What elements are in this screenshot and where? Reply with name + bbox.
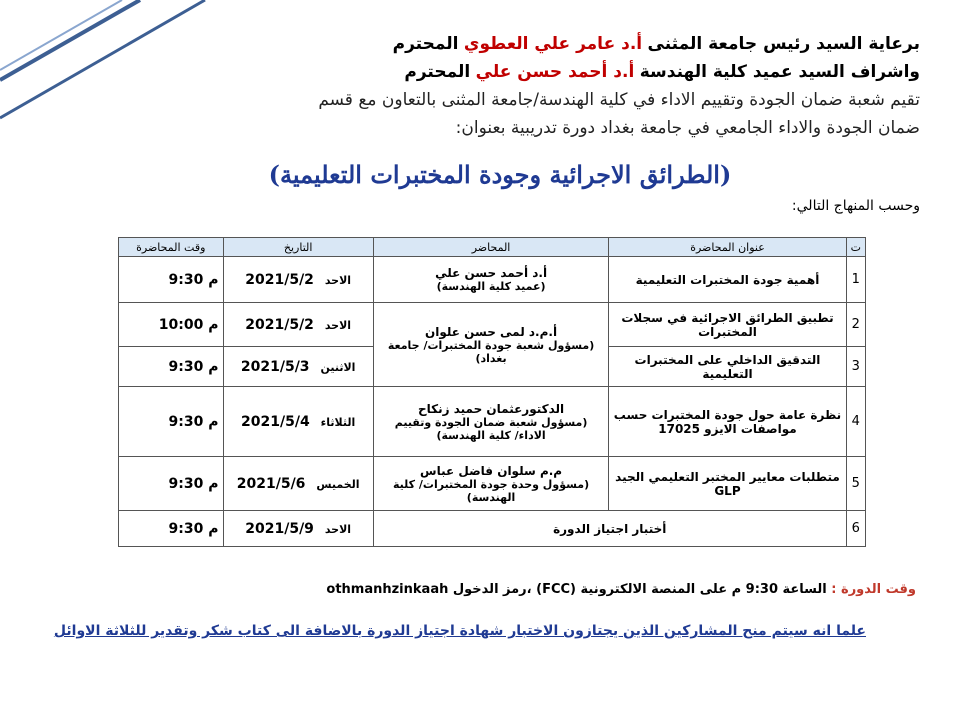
time-cell: م 9:30 (119, 387, 224, 457)
date-cell: الاحد 2021/5/2 (223, 303, 373, 347)
header-num: ت (846, 238, 865, 257)
header-time: وقت المحاضرة (119, 238, 224, 257)
table-row: 4 نظرة عامة حول جودة المختبرات حسب مواصفات الايزو 17025 الدكتورعثمان حميد زنكاح (مسؤول شعبة ضمان الجودة وتقييم الاداء/ كلية الهندسة) الثلاثاء 2021/5/4 م 9:30 (119, 387, 866, 457)
header-date: التاريخ (223, 238, 373, 257)
time-cell: م 9:30 (119, 511, 224, 547)
lecture-title: أختبار اجتياز الدورة (373, 511, 846, 547)
dean-name: أ.د أحمد حسن علي (475, 62, 635, 82)
access-code: othmanhzinkaah (326, 582, 449, 597)
table-row: 1 أهمية جودة المختبرات التعليمية أ.د أحمد حسن علي (عميد كلية الهندسة) الاحد 2021/5/2 م 9:30 (119, 257, 866, 303)
table-row: 2 تطبيق الطرائق الاجرائية في سجلات المختبرات أ.م.د لمى حسن علوان (مسؤول شعبة جودة المختبرات/ جامعة بغداد) الاحد 2021/5/2 م 10:00 (119, 303, 866, 347)
corner-decoration (0, 0, 230, 130)
time-cell: م 9:30 (119, 457, 224, 511)
course-time-label: وقت الدورة : (831, 582, 916, 597)
table-row: 6 أختبار اجتياز الدورة الاحد 2021/5/9 م 9:30 (119, 511, 866, 547)
president-name: أ.د عامر علي العطوي (463, 34, 643, 54)
header-title: عنوان المحاضرة (609, 238, 846, 257)
lecturer-cell: أ.د أحمد حسن علي (عميد كلية الهندسة) (373, 257, 609, 303)
date-cell: الاحد 2021/5/2 (223, 257, 373, 303)
lecture-title: التدقيق الداخلي على المختبرات التعليمية (609, 347, 846, 387)
intro-block (280, 30, 920, 142)
lecture-title: نظرة عامة حول جودة المختبرات حسب مواصفات الايزو 17025 (609, 387, 846, 457)
certificate-notice: علما انه سيتم منح المشاركين الذين يجتازون الاختبار شهادة اجتياز الدورة بالاضافة الى كتاب شكر وتقدير للثلاثة الاوائل (53, 623, 866, 639)
course-title: (الطرائق الاجرائية وجودة المختبرات التعليمية) (268, 160, 732, 189)
time-cell: م 9:30 (119, 257, 224, 303)
header-lecturer: المحاضر (373, 238, 609, 257)
intro-line-3: تقيم شعبة ضمان الجودة وتقييم الاداء في كلية الهندسة/جامعة المثنى بالتعاون مع قسم ضمان الجودة والاداء الجامعي في جامعة بغداد دورة تدريبية بعنوان: (318, 90, 920, 138)
table-row: 3 التدقيق الداخلي على المختبرات التعليمية الاثنين 2021/5/3 م 9:30 (119, 347, 866, 387)
intro-line-1: برعاية السيد رئيس جامعة المثنى أ.د عامر علي العطوي المحترم (392, 34, 920, 54)
curriculum-label: وحسب المنهاج التالي: (791, 198, 920, 214)
date-cell: الاثنين 2021/5/3 (223, 347, 373, 387)
date-cell: الاحد 2021/5/9 (223, 511, 373, 547)
lecturer-cell: م.م سلوان فاضل عباس (مسؤول وحدة جودة المختبرات/ كلية الهندسة) (373, 457, 609, 511)
time-cell: م 10:00 (119, 303, 224, 347)
table-row: 5 متطلبات معايير المختبر التعليمي الجيد GLP م.م سلوان فاضل عباس (مسؤول وحدة جودة المختبرات/ كلية الهندسة) الخميس 2021/5/6 م 9:30 (119, 457, 866, 511)
lecture-title: متطلبات معايير المختبر التعليمي الجيد GLP (609, 457, 846, 511)
lecturer-cell: أ.م.د لمى حسن علوان (مسؤول شعبة جودة المختبرات/ جامعة بغداد) (373, 303, 609, 387)
schedule-table (118, 237, 866, 547)
course-time-line: وقت الدورة : الساعة 9:30 م على المنصة الالكترونية (FCC) ،رمز الدخول othmanhzinkaah (326, 582, 916, 597)
date-cell: الثلاثاء 2021/5/4 (223, 387, 373, 457)
lecture-title: أهمية جودة المختبرات التعليمية (609, 257, 846, 303)
intro-line-2: واشراف السيد عميد كلية الهندسة أ.د أحمد حسن علي المحترم (404, 62, 920, 82)
lecture-title: تطبيق الطرائق الاجرائية في سجلات المختبرات (609, 303, 846, 347)
lecturer-cell: الدكتورعثمان حميد زنكاح (مسؤول شعبة ضمان الجودة وتقييم الاداء/ كلية الهندسة) (373, 387, 609, 457)
time-cell: م 9:30 (119, 347, 224, 387)
table-header-row (119, 238, 866, 257)
date-cell: الخميس 2021/5/6 (223, 457, 373, 511)
